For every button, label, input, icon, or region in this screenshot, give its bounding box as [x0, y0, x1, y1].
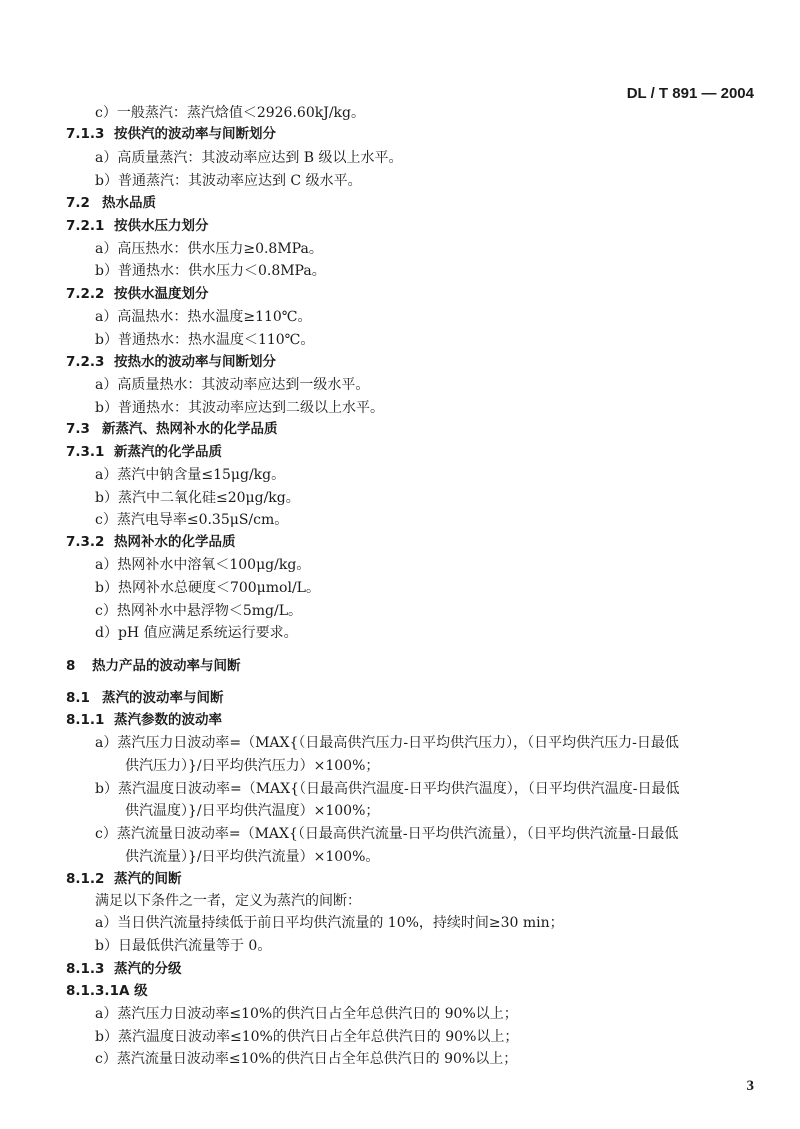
list-item: a）高质量热水：其波动率应达到一级水平。 [95, 377, 370, 393]
section-heading [66, 420, 278, 438]
section-title: 蒸汽的波动率与间断 [102, 690, 224, 706]
list-item: a）蒸汽压力日波动率≤10%的供汽日占全年总供汽日的 90%以上； [95, 1006, 518, 1022]
section-number: 7.1.3 [66, 126, 105, 142]
paragraph: 满足以下条件之一者，定义为蒸汽的间断： [95, 893, 361, 909]
list-item-continuation: 供汽流量）}/日平均供汽流量）×100%。 [125, 849, 380, 865]
section-title: 蒸汽参数的波动率 [114, 712, 222, 728]
list-item: a）高温热水：热水温度≥110℃。 [95, 309, 312, 325]
list-item-continuation: 供汽温度）}/日平均供汽温度）×100%； [125, 803, 380, 819]
section-title: 新蒸汽、热网补水的化学品质 [102, 421, 278, 437]
section-title: 新蒸汽的化学品质 [114, 444, 222, 460]
section-title: 热网补水的化学品质 [114, 534, 236, 550]
section-heading [66, 533, 236, 551]
section-number: 8.1.1 [66, 712, 105, 728]
section-title: 热水品质 [102, 195, 156, 211]
list-item: c）一般蒸汽：蒸汽焓值＜2926.60kJ/kg。 [95, 105, 365, 121]
section-number: 8.1 [66, 690, 90, 706]
list-item: c）蒸汽流量日波动率=（MAX{（日最高供汽流量-日平均供汽流量），（日平均供汽流量-日最低 [95, 826, 679, 842]
list-item: b）蒸汽温度日波动率≤10%的供汽日占全年总供汽日的 90%以上； [95, 1029, 519, 1045]
list-item: b）普通热水：供水压力＜0.8MPa。 [95, 263, 326, 279]
list-item: b）蒸汽中二氧化硅≤20μg/kg。 [95, 490, 300, 506]
section-title: 蒸汽的分级 [114, 961, 182, 977]
section-heading [66, 689, 224, 707]
section-heading [66, 285, 209, 303]
section-number: 8.1.3.1 [66, 983, 119, 999]
section-title: A 级 [118, 983, 148, 999]
section-number: 7.2.3 [66, 354, 105, 370]
list-item: a）热网补水中溶氧＜100μg/kg。 [95, 557, 311, 573]
section-number: 8 [66, 658, 76, 674]
list-item: c）蒸汽流量日波动率≤10%的供汽日占全年总供汽日的 90%以上； [95, 1051, 518, 1067]
section-number: 7.2 [66, 195, 90, 211]
section-heading [66, 217, 209, 235]
list-item: b）普通蒸汽：其波动率应达到 C 级水平。 [95, 173, 362, 189]
list-item: b）热网补水总硬度＜700μmol/L。 [95, 580, 320, 596]
section-title: 蒸汽的间断 [114, 871, 182, 887]
list-item: c）热网补水中悬浮物＜5mg/L。 [95, 603, 302, 619]
list-item: a）当日供汽流量持续低于前日平均供汽流量的 10%，持续时间≥30 min； [95, 915, 564, 931]
section-title: 热力产品的波动率与间断 [92, 658, 241, 674]
section-number: 7.3 [66, 421, 90, 437]
list-item-continuation: 供汽压力）}/日平均供汽压力）×100%； [125, 758, 380, 774]
list-item: b）日最低供汽流量等于 0。 [95, 938, 272, 954]
section-title: 按供汽的波动率与间断划分 [114, 126, 276, 142]
list-item: d）pH 值应满足系统运行要求。 [95, 625, 298, 641]
list-item: b）蒸汽温度日波动率=（MAX{（日最高供汽温度-日平均供汽温度），（日平均供汽温度-日最低 [95, 781, 680, 797]
section-heading [66, 960, 182, 978]
section-number: 7.2.1 [66, 218, 105, 234]
list-item: a）高压热水：供水压力≥0.8MPa。 [95, 241, 323, 257]
section-heading [66, 657, 241, 675]
section-number: 7.2.2 [66, 286, 105, 302]
section-number: 7.3.1 [66, 444, 105, 460]
list-item: c）蒸汽电导率≤0.35μS/cm。 [95, 512, 289, 528]
page-number: 3 [746, 1078, 754, 1094]
list-item: b）普通热水：热水温度＜110℃。 [95, 332, 315, 348]
list-item: a）高质量蒸汽：其波动率应达到 B 级以上水平。 [95, 150, 403, 166]
section-title: 按热水的波动率与间断划分 [114, 354, 276, 370]
section-number: 8.1.2 [66, 871, 105, 887]
document-header-code: DL / T 891 — 2004 [626, 85, 754, 102]
section-heading [66, 194, 156, 212]
section-number: 8.1.3 [66, 961, 105, 977]
section-title: 按供水压力划分 [114, 218, 209, 234]
section-heading [66, 125, 276, 143]
section-number: 7.3.2 [66, 534, 105, 550]
section-heading [66, 982, 148, 1000]
section-title: 按供水温度划分 [114, 286, 209, 302]
section-heading [66, 443, 222, 461]
list-item: a）蒸汽压力日波动率=（MAX{（日最高供汽压力-日平均供汽压力），（日平均供汽压力-日最低 [95, 735, 679, 751]
section-heading [66, 870, 182, 888]
section-heading [66, 353, 276, 371]
list-item: a）蒸汽中钠含量≤15μg/kg。 [95, 467, 286, 483]
section-heading [66, 711, 222, 729]
list-item: b）普通热水：其波动率应达到二级以上水平。 [95, 400, 384, 416]
